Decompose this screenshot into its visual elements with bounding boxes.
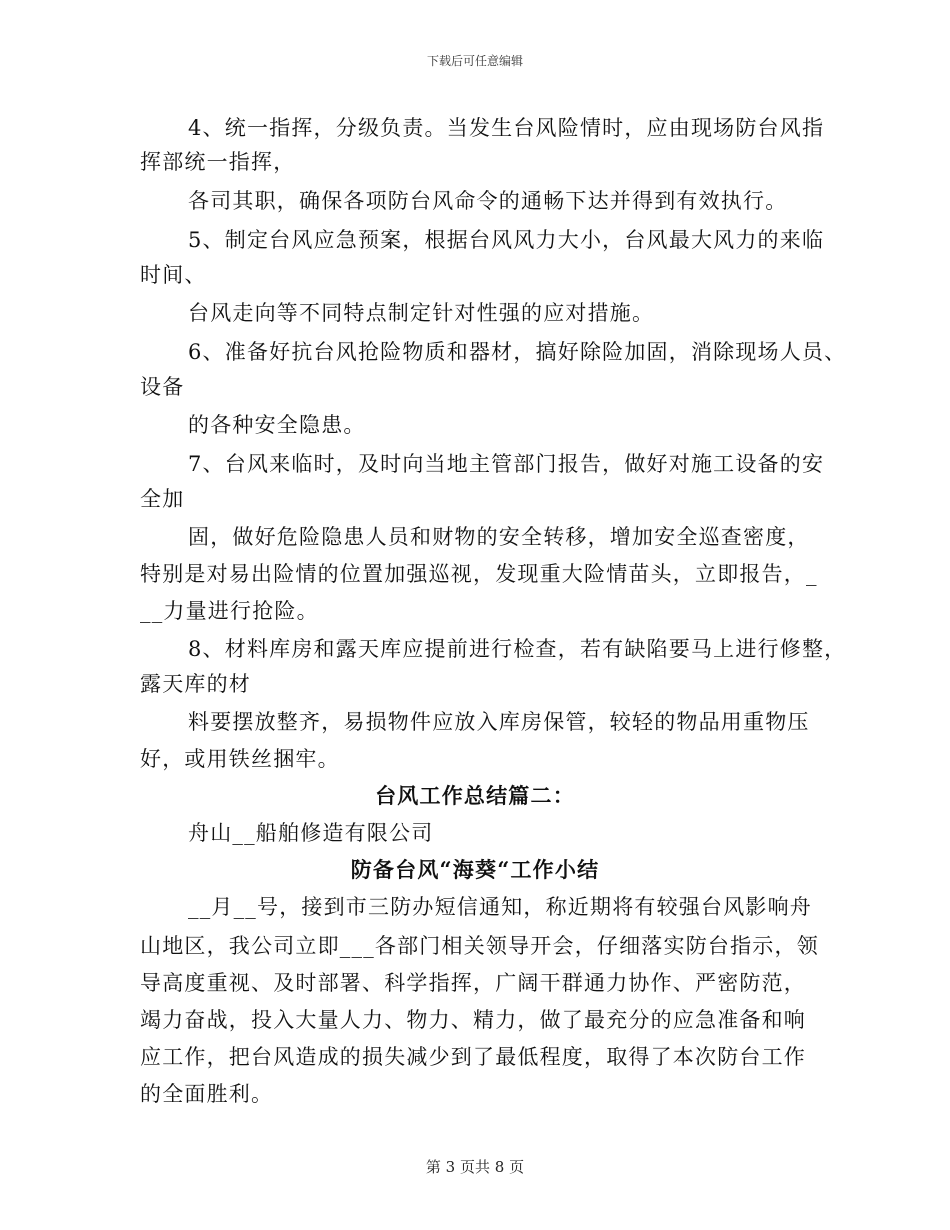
paragraph-line: 5、制定台风应急预案，根据台风风力大小，台风最大风力的来临: [188, 228, 825, 252]
paragraph-line: 6、准备好抗台风抢险物质和器材，搞好除险加固，消除现场人员、: [188, 340, 847, 364]
paragraph-line: __力量进行抢险。: [140, 599, 319, 623]
page-header: 下载后可任意编辑: [426, 54, 523, 68]
paragraph-line: 应工作，把台风造成的损失减少到了最低程度，取得了本次防台工作: [140, 1045, 806, 1069]
paragraph-line: 料要摆放整齐，易损物件应放入库房保管，较轻的物品用重物压: [188, 710, 810, 734]
paragraph-line: 的各种安全隐患。: [188, 413, 366, 437]
paragraph-line: 时间、: [140, 263, 207, 287]
paragraph-line: __月__号，接到市三防办短信通知，称近期将有较强台风影响舟: [188, 895, 812, 919]
section-heading: 台风工作总结篇二：: [375, 783, 575, 808]
paragraph-line: 各司其职，确保各项防台风命令的通畅下达并得到有效执行。: [188, 189, 788, 213]
paragraph-line: 特别是对易出险情的位置加强巡视，发现重大险情苗头，立即报告，_: [140, 562, 818, 586]
paragraph-line: 导高度重视、及时部署、科学指挥，广阔干群通力协作、严密防范，: [140, 971, 806, 995]
paragraph-line: 8、材料库房和露天库应提前进行检查，若有缺陷要马上进行修整，: [188, 637, 847, 661]
paragraph-line: 台风走向等不同特点制定针对性强的应对措施。: [188, 301, 655, 325]
page-footer: 第 3 页共 8 页: [425, 1158, 525, 1176]
paragraph-line: 7、台风来临时，及时向当地主管部门报告，做好对施工设备的安: [188, 452, 825, 476]
paragraph-line: 挥部统一指挥，: [140, 150, 296, 174]
paragraph-line: 4、统一指挥，分级负责。当发生台风险情时，应由现场防台风指: [188, 116, 825, 140]
company-name: 舟山__船舶修造有限公司: [188, 821, 434, 845]
report-title: 防备台风“海葵“工作小结: [350, 857, 600, 882]
paragraph-line: 的全面胜利。: [140, 1082, 274, 1106]
paragraph-line: 竭力奋战，投入大量人力、物力、精力，做了最充分的应急准备和响: [140, 1008, 806, 1032]
paragraph-line: 设备: [140, 375, 185, 399]
paragraph-line: 山地区，我公司立即___各部门相关领导开会，仔细落实防台指示，领: [140, 934, 819, 958]
paragraph-line: 好，或用铁丝捆牢。: [140, 747, 340, 771]
paragraph-line: 露天库的材: [140, 672, 251, 696]
paragraph-line: 全加: [140, 487, 185, 511]
paragraph-line: 固，做好危险隐患人员和财物的安全转移，增加安全巡查密度，: [188, 525, 810, 549]
